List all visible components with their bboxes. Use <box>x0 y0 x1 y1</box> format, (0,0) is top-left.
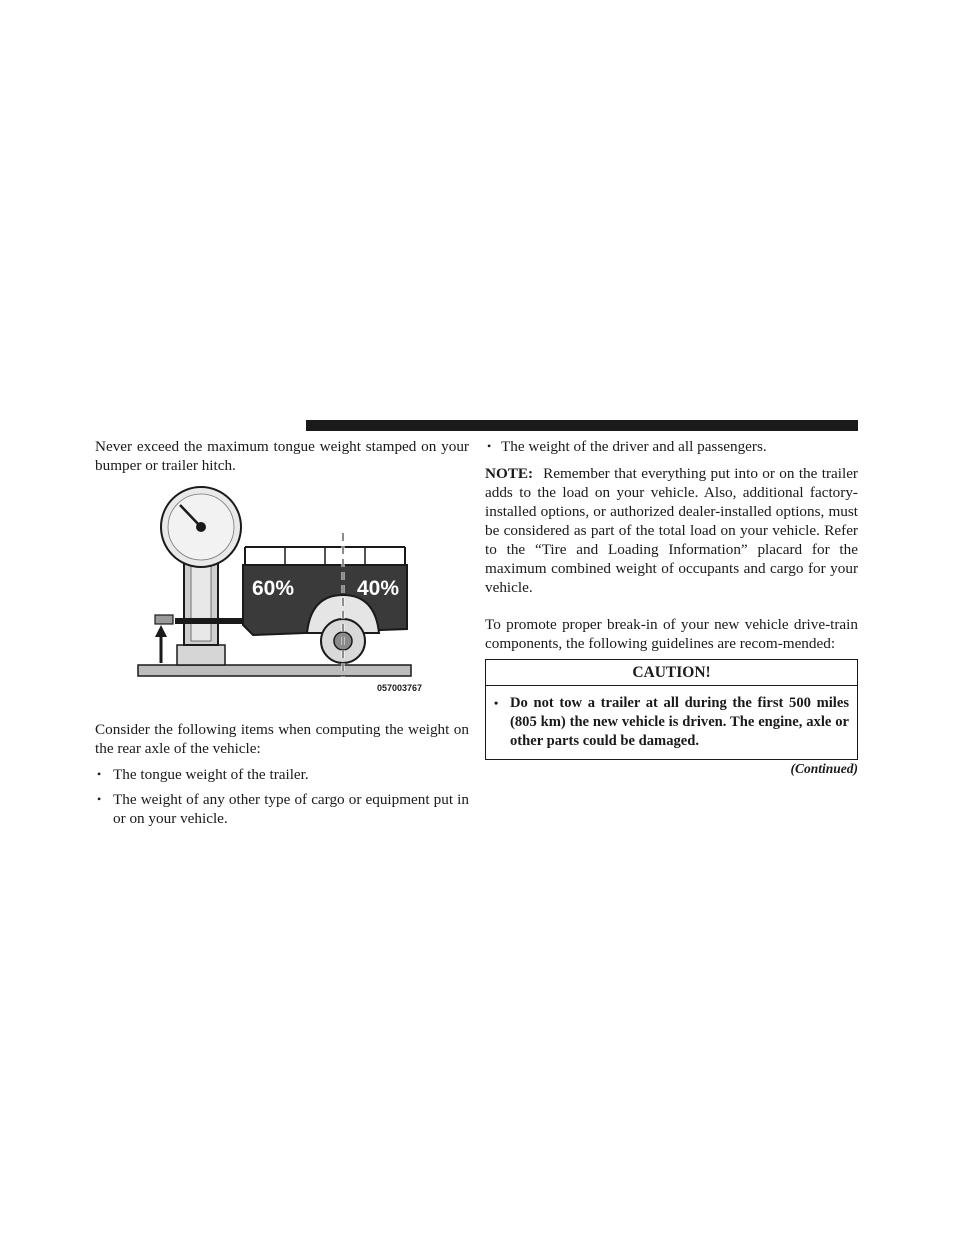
note-paragraph <box>485 464 858 597</box>
caution-body <box>486 686 857 759</box>
list-item: • The tongue weight of the trailer. <box>97 766 309 783</box>
continued-label: (Continued) <box>790 761 858 776</box>
right-column <box>485 437 858 777</box>
ground-strip <box>138 665 411 676</box>
image-code: 057003767 <box>376 683 422 693</box>
bullet-icon: • <box>487 439 492 453</box>
note-text: Remember that everything put into or on the trailer adds to the load on your vehicle. Also, additional factory-installed options, or authorized dealer-installed options, must be considered as part of the total load on your vehicle. Refer to the “Tire and Loading Information” placard for the maximum combined weight of occupants and cargo for your vehicle. <box>485 465 858 596</box>
tongue-weight-figure <box>95 485 469 717</box>
list-item: • The weight of the driver and all passengers. <box>487 438 767 455</box>
right-bullet-list <box>485 437 858 456</box>
scale-base <box>177 645 225 665</box>
hitch-coupler <box>155 615 173 624</box>
caution-box <box>485 659 858 760</box>
bullet-icon: • <box>97 792 102 806</box>
hitch-bar <box>175 618 247 624</box>
left-column <box>95 437 469 834</box>
bullet-icon: • <box>97 767 102 781</box>
trailer-scale-illustration <box>135 485 422 717</box>
list-item: • The weight of any other type of cargo or equipment put in or on your vehicle. <box>97 791 469 827</box>
caution-list <box>492 694 849 751</box>
note-label: NOTE: <box>485 465 534 482</box>
rear-percentage: 40% <box>357 577 400 600</box>
breakin-paragraph: To promote proper break-in of your new vehicle drive-train components, the following guidelines are recom-mended: <box>485 616 858 652</box>
consider-paragraph: Consider the following items when computing the weight on the rear axle of the vehicle: <box>95 721 469 757</box>
header-bar <box>306 420 858 431</box>
left-bullet-list <box>95 765 469 828</box>
intro-paragraph: Never exceed the maximum tongue weight stamped on your bumper or trailer hitch. <box>95 438 469 474</box>
bullet-icon: • <box>494 696 499 710</box>
front-percentage: 60% <box>252 577 295 600</box>
caution-item: • Do not tow a trailer at all during the first 500 miles (805 km) the new vehicle is driven. The engine, axle or other parts could be damaged. <box>494 695 849 749</box>
caution-title: CAUTION! <box>486 660 857 686</box>
